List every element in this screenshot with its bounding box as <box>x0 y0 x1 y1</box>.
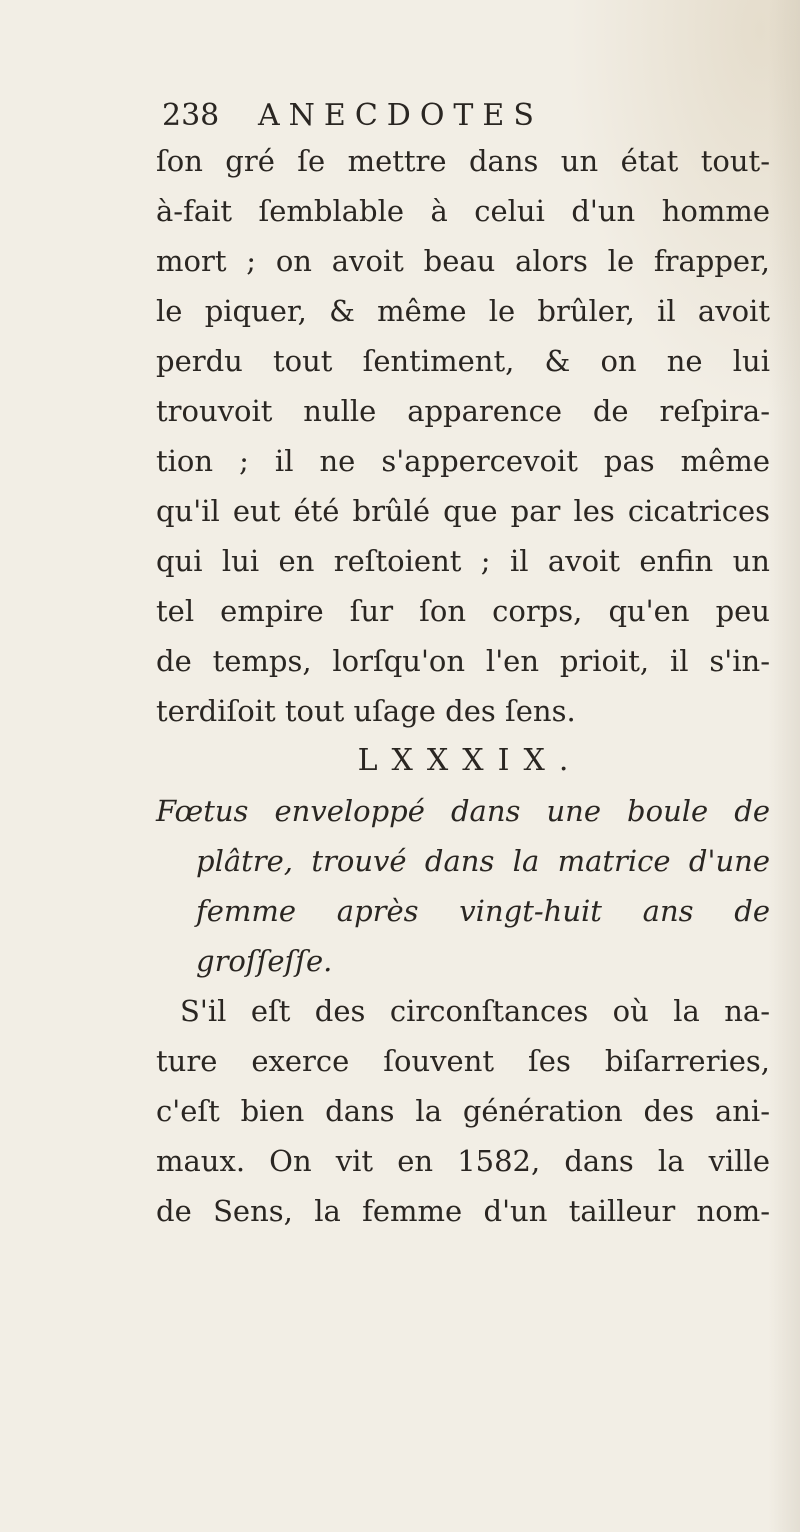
text-line: de Sens, la femme d'un tailleur nom- <box>156 1194 770 1228</box>
text-line: terdiſoit tout uſage des ſens. <box>156 694 576 728</box>
text-line: ſon gré ſe mettre dans un état tout- <box>156 144 770 178</box>
text-line: tel empire ſur ſon corps, qu'en peu <box>156 594 770 628</box>
text-line: mort ; on avoit beau alors le frapper, <box>156 244 770 278</box>
section-title-line: femme après vingt-huit ans de <box>196 894 770 928</box>
text-line: tion ; il ne s'appercevoit pas même <box>156 444 770 478</box>
text-line: à-fait ſemblable à celui d'un homme <box>156 194 770 228</box>
text-line: perdu tout ſentiment, & on ne lui <box>156 344 770 378</box>
text-line: trouvoit nulle apparence de reſpira- <box>156 394 770 428</box>
running-title: ANECDOTES <box>258 98 543 133</box>
section-title-line: plâtre, trouvé dans la matrice d'une <box>196 844 770 878</box>
section-title-line: Fœtus enveloppé dans une boule de <box>156 794 770 828</box>
text-line: c'eſt bien dans la génération des ani- <box>156 1094 770 1128</box>
section-number: LXXXIX. <box>357 743 583 778</box>
page-header <box>162 96 632 136</box>
text-line: qui lui en reſtoient ; il avoit enfin un <box>156 544 770 578</box>
text-line: le piquer, & même le brûler, il avoit <box>156 294 770 328</box>
page-number: 238 <box>162 98 220 133</box>
text-line: ture exerce ſouvent ſes biſarreries, <box>156 1044 770 1078</box>
text-line: maux. On vit en 1582, dans la ville <box>156 1144 770 1178</box>
text-line: qu'il eut été brûlé que par les cicatrices <box>156 494 770 528</box>
text-line: de temps, lorſqu'on l'en prioit, il s'in- <box>156 644 770 678</box>
text-line: S'il eſt des circonſtances où la na- <box>180 994 770 1028</box>
section-title-line: groſſeſſe. <box>196 944 333 978</box>
page-body <box>156 136 770 1236</box>
